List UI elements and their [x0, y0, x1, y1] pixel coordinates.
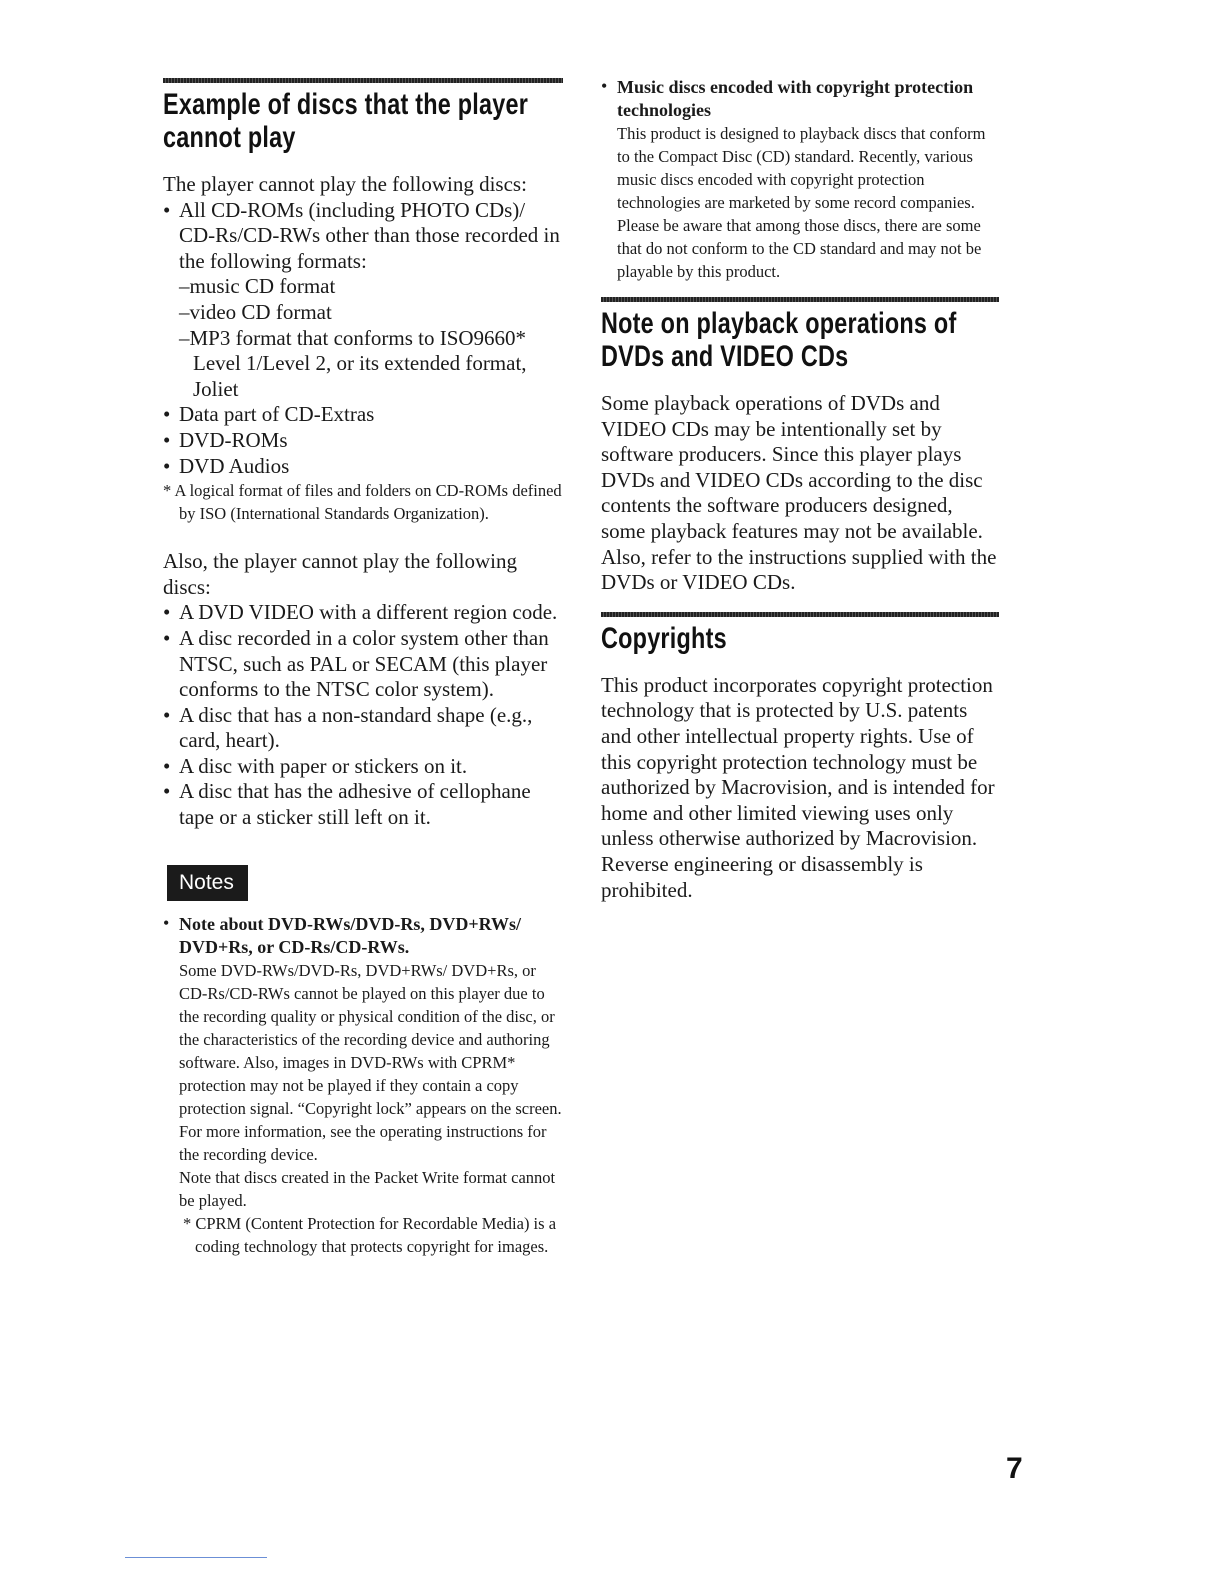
- format-item: –music CD format: [179, 274, 336, 299]
- unplayable-list: [163, 198, 563, 480]
- note-heading: • Note about DVD-RWs/DVD-Rs, DVD+RWs/ DVD+Rs, or CD-Rs/CD-RWs.: [179, 913, 521, 957]
- note-text: Some DVD-RWs/DVD-Rs, DVD+RWs/ DVD+Rs, or CD-Rs/CD-RWs cannot be played on this player due to the recording quality or physical condition of the disc, or the characteristics of the recording device and authoring software. Also, images in DVD-RWs with CPRM* protection may not be played if they contain a copy protection signal. “Copyright lock” appears on the screen. For more information, see the operating instructions for the recording device.: [179, 960, 562, 1164]
- list-item: • A disc that has the adhesive of cellophane tape or a sticker still left on it.: [163, 779, 563, 830]
- left-column: [163, 78, 563, 1258]
- page-number: 7: [1006, 1452, 1023, 1485]
- heading-playback-operations: Note on playback operations of DVDs and VIDEO CDs: [601, 307, 957, 373]
- cprm-footnote: * CPRM (Content Protection for Recordable Media) is a coding technology that protects copyright for images.: [183, 1213, 557, 1256]
- bottom-rule: [125, 1557, 267, 1558]
- list-item: • Data part of CD-Extras: [163, 402, 563, 428]
- list-item: • A disc that has a non-standard shape (e.g., card, heart).: [163, 703, 563, 754]
- heading-copyrights: Copyrights: [601, 621, 727, 655]
- playback-section: [601, 297, 999, 596]
- list-item: • DVD Audios: [163, 454, 563, 480]
- list-item: • DVD-ROMs: [163, 428, 563, 454]
- list-item: • A disc recorded in a color system other than NTSC, such as PAL or SECAM (this player conforms to the NTSC color system).: [163, 626, 563, 703]
- list-item-text: All CD-ROMs (including PHOTO CDs)/ CD-Rs/CD-RWs other than those recorded in the following formats:: [179, 197, 560, 273]
- intro-text: The player cannot play the following discs:: [163, 172, 527, 196]
- also-unplayable-list: [163, 600, 563, 830]
- note-dvd-rw: [163, 913, 563, 1258]
- section-rule: [601, 297, 999, 302]
- list-item: • A disc with paper or stickers on it.: [163, 754, 563, 780]
- heading-unplayable-discs: Example of discs that the player cannot play: [163, 88, 529, 154]
- note-text-packet-write: Note that discs created in the Packet Write format cannot be played.: [179, 1167, 556, 1210]
- section-rule: [163, 78, 563, 83]
- notes-badge: Notes: [167, 865, 248, 901]
- format-item: –video CD format: [179, 299, 332, 324]
- music-note-text: This product is designed to playback discs that conform to the Compact Disc (CD) standard. Recently, various music discs encoded with copyright protection technologies are marketed by some record companies. Please be aware that among those discs, there are some that do not conform to the CD standard and may not be playable by this product.: [617, 124, 986, 281]
- list-item: [163, 198, 563, 403]
- format-item: –MP3 format that conforms to ISO9660* Level 1/Level 2, or its extended format, Joliet: [179, 325, 527, 401]
- music-note-heading: • Music discs encoded with copyright protection technologies: [617, 77, 974, 120]
- copyrights-section: [601, 612, 999, 903]
- format-list: [179, 274, 563, 402]
- list-item: • A DVD VIDEO with a different region code.: [163, 600, 563, 626]
- section-rule: [601, 612, 999, 617]
- also-text: Also, the player cannot play the following discs:: [163, 549, 517, 599]
- music-disc-note: [601, 76, 999, 283]
- playback-text: Some playback operations of DVDs and VIDEO CDs may be intentionally set by software producers. Since this player plays DVDs and VIDEO CDs according to the disc contents the software producers designed, some playback features may not be available. Also, refer to the instructions supplied with the DVDs or VIDEO CDs.: [601, 391, 997, 595]
- iso-footnote: * A logical format of files and folders on CD-ROMs defined by ISO (International Standards Organization).: [163, 481, 562, 524]
- right-column: [601, 76, 999, 903]
- copyrights-text: This product incorporates copyright protection technology that is protected by U.S. patents and other intellectual property rights. Use of this copyright protection technology must be authorized by Macrovision, and is intended for home and other limited viewing uses only unless otherwise authorized by Macrovision. Reverse engineering or disassembly is prohibited.: [601, 672, 995, 902]
